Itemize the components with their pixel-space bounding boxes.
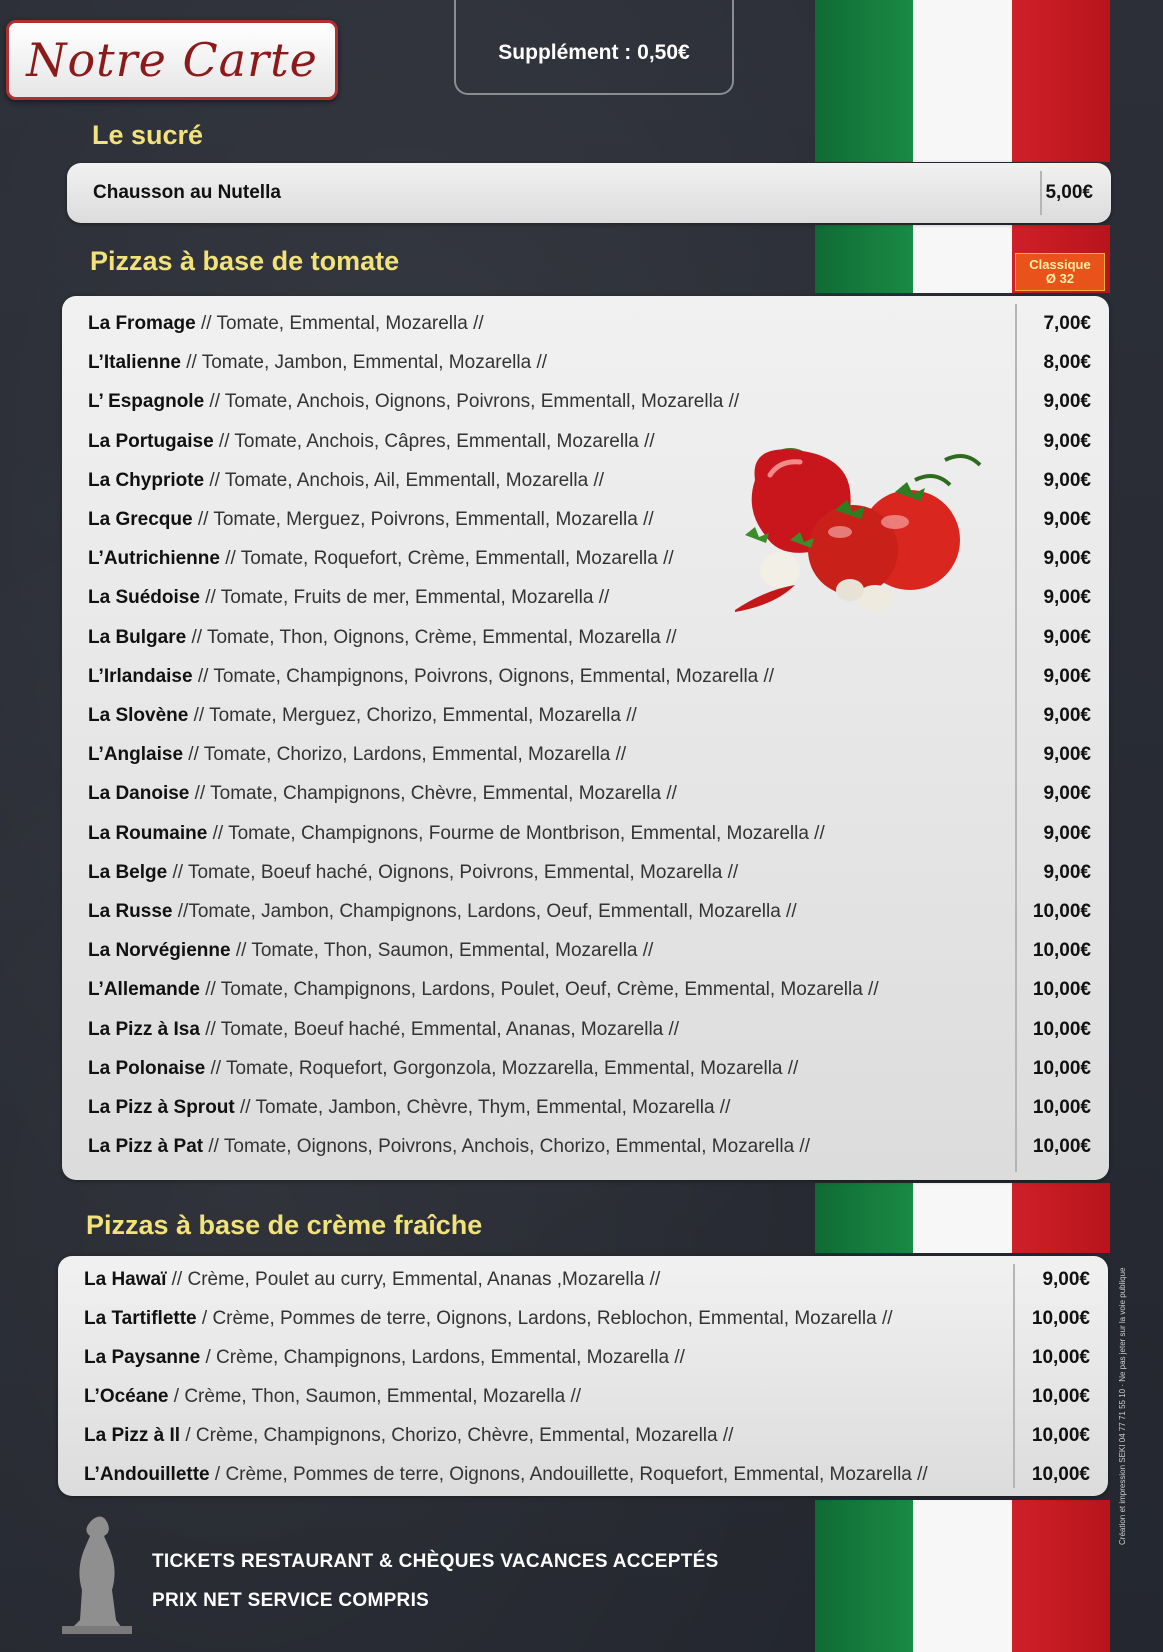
menu-item-description xyxy=(62,1097,730,1119)
footer-price-note: PRIX NET SERVICE COMPRIS xyxy=(152,1590,430,1611)
menu-item-row xyxy=(62,971,1109,1009)
menu-item-price: 9,00€ xyxy=(1043,861,1091,883)
menu-item-name: La Pizz à Sprout xyxy=(88,1097,235,1118)
menu-item-description xyxy=(62,509,654,531)
menu-item-description xyxy=(62,470,604,492)
menu-item-row xyxy=(62,775,1109,813)
menu-item-name: La Portugaise xyxy=(88,430,214,452)
menu-item-price: 9,00€ xyxy=(1043,783,1091,805)
menu-item-name: La Russe xyxy=(88,901,173,922)
menu-item-ingredients: // Tomate, Merguez, Chorizo, Emmental, Mozarella // xyxy=(188,705,637,726)
menu-item-price: 9,00€ xyxy=(1043,509,1091,530)
menu-item-ingredients: // Tomate, Jambon, Emmental, Mozarella // xyxy=(180,352,547,374)
menu-item-row xyxy=(62,893,1109,931)
menu-item-description xyxy=(62,744,626,766)
menu-item-row xyxy=(58,1261,1108,1299)
menu-item-ingredients: // Tomate, Anchois, Câpres, Emmentall, Mozarella // xyxy=(213,430,655,452)
menu-item-name: La Slovène xyxy=(88,705,189,726)
menu-item-price: 5,00€ xyxy=(1045,182,1093,203)
menu-item-name: La Norvégienne xyxy=(88,940,231,962)
menu-item-description xyxy=(62,627,677,649)
menu-item-name: La Grecque xyxy=(88,509,193,530)
menu-item-name: La Paysanne xyxy=(84,1347,201,1368)
menu-item-description xyxy=(62,940,653,962)
menu-item-description xyxy=(62,1136,810,1158)
menu-item-description xyxy=(62,705,637,727)
menu-item-ingredients: / Crème, Champignons, Chorizo, Chèvre, Emmental, Mozarella // xyxy=(180,1425,734,1446)
menu-item-price: 9,00€ xyxy=(1043,822,1091,844)
panel-creme xyxy=(58,1256,1108,1496)
menu-item-name: L’Autrichienne xyxy=(88,548,220,570)
menu-item-row xyxy=(62,1089,1109,1127)
menu-item-price: 9,00€ xyxy=(1043,744,1091,766)
menu-item-ingredients: // Tomate, Emmental, Mozarella // xyxy=(195,313,484,334)
menu-item-description xyxy=(58,1269,660,1291)
menu-item-description xyxy=(62,901,797,923)
menu-item-ingredients: // Tomate, Anchois, Ail, Emmentall, Mozarella // xyxy=(204,469,604,491)
menu-item-name: La Chypriote xyxy=(88,469,205,491)
menu-item-name: L’Italienne xyxy=(88,352,181,374)
menu-item-ingredients: // Tomate, Anchois, Oignons, Poivrons, Emmentall, Mozarella // xyxy=(204,391,740,413)
menu-item-price: 10,00€ xyxy=(1032,1097,1091,1118)
menu-item-description xyxy=(62,431,655,453)
menu-item-description xyxy=(62,587,609,609)
menu-item-price: 10,00€ xyxy=(1032,1018,1091,1040)
menu-item-ingredients: //Tomate, Jambon, Champignons, Lardons, Oeuf, Emmentall, Mozarella // xyxy=(172,901,797,922)
menu-item-name: La Suédoise xyxy=(88,587,200,609)
menu-item-price: 10,00€ xyxy=(1031,1464,1090,1485)
menu-item-description xyxy=(62,1058,798,1080)
menu-item-price: 10,00€ xyxy=(1032,901,1091,922)
printer-credit: Création et impression SEKI 04 77 71 55 10 · Ne pas jeter sur la voie publique xyxy=(1118,1267,1127,1545)
menu-item-description xyxy=(58,1425,733,1447)
menu-item-row xyxy=(58,1417,1108,1455)
menu-item-price: 10,00€ xyxy=(1031,1308,1090,1329)
menu-item-description xyxy=(62,548,674,570)
menu-item-row xyxy=(58,1456,1108,1494)
menu-item-name: La Pizz à Pat xyxy=(88,1136,204,1158)
menu-item-row xyxy=(62,854,1109,892)
menu-item-ingredients: // Tomate, Merguez, Poivrons, Emmentall, Mozarella // xyxy=(192,509,654,530)
menu-item-price: 9,00€ xyxy=(1042,1269,1090,1290)
menu-item-price: 10,00€ xyxy=(1032,979,1091,1001)
menu-item-description xyxy=(58,1308,893,1330)
menu-item-name: La Pizz à Isa xyxy=(88,1018,200,1040)
menu-item-price: 10,00€ xyxy=(1031,1347,1090,1368)
menu-item-description xyxy=(62,979,879,1001)
menu-item-ingredients: // Tomate, Champignons, Poivrons, Oignons, Emmental, Mozarella // xyxy=(192,665,775,687)
menu-item-description xyxy=(62,313,484,335)
menu-item-description xyxy=(62,666,774,688)
menu-item-row xyxy=(62,815,1109,853)
menu-item-name: La Pizz à Il xyxy=(84,1425,181,1446)
menu-item-row xyxy=(62,697,1109,735)
menu-item-price: 9,00€ xyxy=(1043,469,1091,491)
size-badge xyxy=(1015,253,1105,291)
menu-item-row xyxy=(62,1050,1109,1088)
menu-item-row xyxy=(62,736,1109,774)
menu-item-row xyxy=(58,1300,1108,1338)
menu-item-price: 9,00€ xyxy=(1043,626,1091,648)
menu-item-name: La Hawaï xyxy=(84,1269,167,1290)
menu-item-ingredients: / Crème, Pommes de terre, Oignons, Lardons, Reblochon, Emmental, Mozarella // xyxy=(196,1308,893,1329)
section-title-tomate: Pizzas à base de tomate xyxy=(90,246,400,276)
menu-item-description xyxy=(58,1347,685,1369)
menu-item-ingredients: // Crème, Poulet au curry, Emmental, Ananas ,Mozarella // xyxy=(166,1269,661,1290)
pepper-tomato-illustration xyxy=(735,440,1005,620)
menu-item-ingredients: // Tomate, Champignons, Lardons, Poulet, Oeuf, Crème, Emmental, Mozarella // xyxy=(199,979,879,1001)
menu-item-ingredients: / Crème, Pommes de terre, Oignons, Andouillette, Roquefort, Emmental, Mozarella // xyxy=(209,1464,928,1485)
menu-item-ingredients: / Crème, Thon, Saumon, Emmental, Mozarella // xyxy=(168,1386,582,1407)
menu-item-price: 9,00€ xyxy=(1043,587,1091,609)
menu-item-name: Chausson au Nutella xyxy=(93,182,281,203)
menu-item-name: L’Allemande xyxy=(88,979,200,1001)
menu-item-name: La Tartiflette xyxy=(84,1308,197,1329)
menu-item-row xyxy=(62,658,1109,696)
menu-item-price: 10,00€ xyxy=(1032,1136,1091,1158)
menu-item-price: 10,00€ xyxy=(1032,1057,1091,1079)
size-badge-label: Classique xyxy=(1029,257,1091,272)
menu-item-ingredients: // Tomate, Champignons, Fourme de Montbrison, Emmental, Mozarella // xyxy=(207,822,825,844)
size-badge-diameter: Ø 32 xyxy=(1045,271,1075,286)
menu-item-price: 10,00€ xyxy=(1031,1386,1090,1407)
menu-item-description xyxy=(58,1386,581,1408)
flag-stripe-bottom xyxy=(815,1500,1110,1652)
menu-item-price: 10,00€ xyxy=(1032,940,1091,962)
menu-item-description xyxy=(62,352,547,374)
menu-item-row xyxy=(62,1011,1109,1049)
menu-item-ingredients: // Tomate, Boeuf haché, Oignons, Poivrons, Emmental, Mozarella // xyxy=(167,861,739,883)
footer-payment-note: TICKETS RESTAURANT & CHÈQUES VACANCES ACCEPTÉS xyxy=(152,1551,719,1572)
menu-item-ingredients: // Tomate, Boeuf haché, Emmental, Ananas, Mozarella // xyxy=(199,1018,680,1040)
statue-logo xyxy=(52,1510,142,1635)
menu-item-row xyxy=(62,619,1109,657)
menu-item-price: 9,00€ xyxy=(1043,548,1091,570)
menu-item-description xyxy=(62,862,738,884)
menu-item-price: 7,00€ xyxy=(1043,313,1091,334)
flag-stripe-top xyxy=(815,0,1110,162)
menu-item-price: 8,00€ xyxy=(1043,352,1091,374)
section-title-sucre: Le sucré xyxy=(92,120,204,150)
menu-item-name: La Roumaine xyxy=(88,822,208,844)
menu-title: Notre Carte xyxy=(26,33,318,87)
menu-item-row xyxy=(62,305,1109,343)
section-title-creme: Pizzas à base de crème fraîche xyxy=(86,1210,483,1240)
menu-item-row xyxy=(67,174,1111,212)
menu-item-description xyxy=(62,391,739,413)
supplement-box xyxy=(454,0,734,95)
panel-tomate xyxy=(62,296,1109,1180)
menu-item-row xyxy=(62,932,1109,970)
panel-sucre xyxy=(67,163,1111,223)
menu-item-row xyxy=(58,1339,1108,1377)
menu-item-name: L’Océane xyxy=(84,1386,169,1407)
menu-item-row xyxy=(62,344,1109,382)
menu-item-price: 9,00€ xyxy=(1043,430,1091,452)
menu-item-name: La Danoise xyxy=(88,783,190,805)
menu-item-row xyxy=(62,1128,1109,1166)
flag-stripe-creme xyxy=(815,1183,1110,1253)
menu-item-ingredients: // Tomate, Chorizo, Lardons, Emmental, Mozarella // xyxy=(183,744,627,766)
menu-item-price: 10,00€ xyxy=(1031,1425,1090,1446)
menu-item-description xyxy=(58,1464,928,1486)
menu-item-ingredients: // Tomate, Champignons, Chèvre, Emmental, Mozarella // xyxy=(189,783,677,805)
menu-item-name: L’Andouillette xyxy=(84,1464,210,1485)
menu-item-name: La Bulgare xyxy=(88,626,187,648)
menu-item-ingredients: // Tomate, Roquefort, Gorgonzola, Mozzarella, Emmental, Mozarella // xyxy=(205,1057,799,1079)
menu-item-ingredients: // Tomate, Jambon, Chèvre, Thym, Emmental, Mozarella // xyxy=(234,1097,731,1118)
menu-item-ingredients: / Crème, Champignons, Lardons, Emmental, Mozarella // xyxy=(200,1347,685,1368)
menu-item-price: 9,00€ xyxy=(1043,665,1091,687)
menu-item-ingredients: // Tomate, Fruits de mer, Emmental, Mozarella // xyxy=(199,587,610,609)
menu-item-row xyxy=(58,1378,1108,1416)
menu-item-ingredients: // Tomate, Thon, Saumon, Emmental, Mozarella // xyxy=(230,940,654,962)
menu-item-name: La Belge xyxy=(88,861,168,883)
menu-item-ingredients: // Tomate, Oignons, Poivrons, Anchois, Chorizo, Emmental, Mozarella // xyxy=(203,1136,810,1158)
menu-item-description xyxy=(62,1019,679,1041)
menu-item-name: La Fromage xyxy=(88,313,196,334)
menu-item-name: L’Anglaise xyxy=(88,744,184,766)
menu-item-description xyxy=(62,823,825,845)
menu-item-ingredients: // Tomate, Roquefort, Crème, Emmentall, Mozarella // xyxy=(219,548,674,570)
menu-item-name: La Polonaise xyxy=(88,1057,206,1079)
menu-item-description xyxy=(67,182,281,204)
menu-item-ingredients: // Tomate, Thon, Oignons, Crème, Emmental, Mozarella // xyxy=(186,626,677,648)
menu-item-name: L’ Espagnole xyxy=(88,391,205,413)
menu-title-plate xyxy=(6,20,338,100)
menu-item-row xyxy=(62,383,1109,421)
supplement-text: Supplément : 0,50€ xyxy=(498,40,690,64)
menu-item-description xyxy=(62,783,677,805)
menu-item-price: 9,00€ xyxy=(1043,391,1091,413)
menu-item-price: 9,00€ xyxy=(1043,705,1091,726)
menu-item-name: L’Irlandaise xyxy=(88,665,193,687)
